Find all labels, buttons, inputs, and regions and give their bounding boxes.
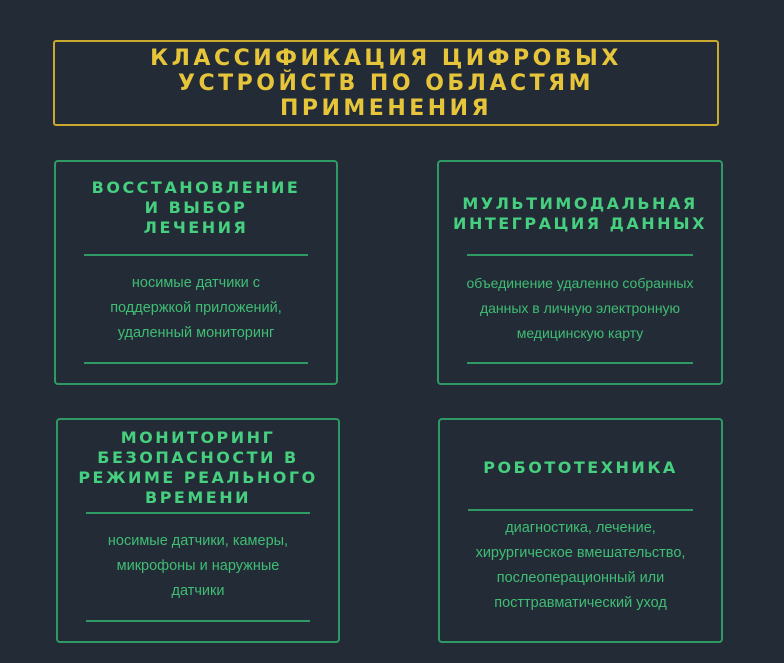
card-robotics	[438, 418, 723, 643]
card-title: РОБОТОТЕХНИКА	[483, 458, 678, 477]
card-divider	[468, 509, 693, 511]
card-title: ВОССТАНОВЛЕНИЕ И ВЫБОР ЛЕЧЕНИЯ	[91, 178, 301, 237]
card-divider	[86, 620, 310, 622]
card-description: носимые датчики, камеры, микрофоны и наружные датчики	[107, 533, 289, 599]
card-multimodal-integration	[437, 160, 723, 385]
card-divider	[467, 254, 693, 256]
card-description: диагностика, лечение, хирургическое вмешательство, послеоперационный или посттравматический уход	[475, 520, 686, 611]
card-description: носимые датчики с поддержкой приложений, удаленный мониторинг	[110, 275, 282, 341]
card-divider	[467, 362, 693, 364]
title-box	[53, 40, 719, 126]
card-title: МУЛЬТИМОДАЛЬНАЯ ИНТЕГРАЦИЯ ДАННЫХ	[453, 194, 707, 233]
card-divider	[84, 254, 308, 256]
card-title: МОНИТОРИНГ БЕЗОПАСНОСТИ В РЕЖИМЕ РЕАЛЬНОГО ВРЕМЕНИ	[78, 428, 318, 507]
card-safety-monitoring	[56, 418, 340, 643]
diagram-title: КЛАССИФИКАЦИЯ ЦИФРОВЫХ УСТРОЙСТВ ПО ОБЛАСТЯМ ПРИМЕНЕНИЯ	[150, 45, 622, 121]
card-description: объединение удаленно собранных данных в личную электронную медицинскую карту	[466, 275, 694, 341]
card-recovery-treatment	[54, 160, 338, 385]
card-divider	[84, 362, 308, 364]
card-divider	[86, 512, 310, 514]
